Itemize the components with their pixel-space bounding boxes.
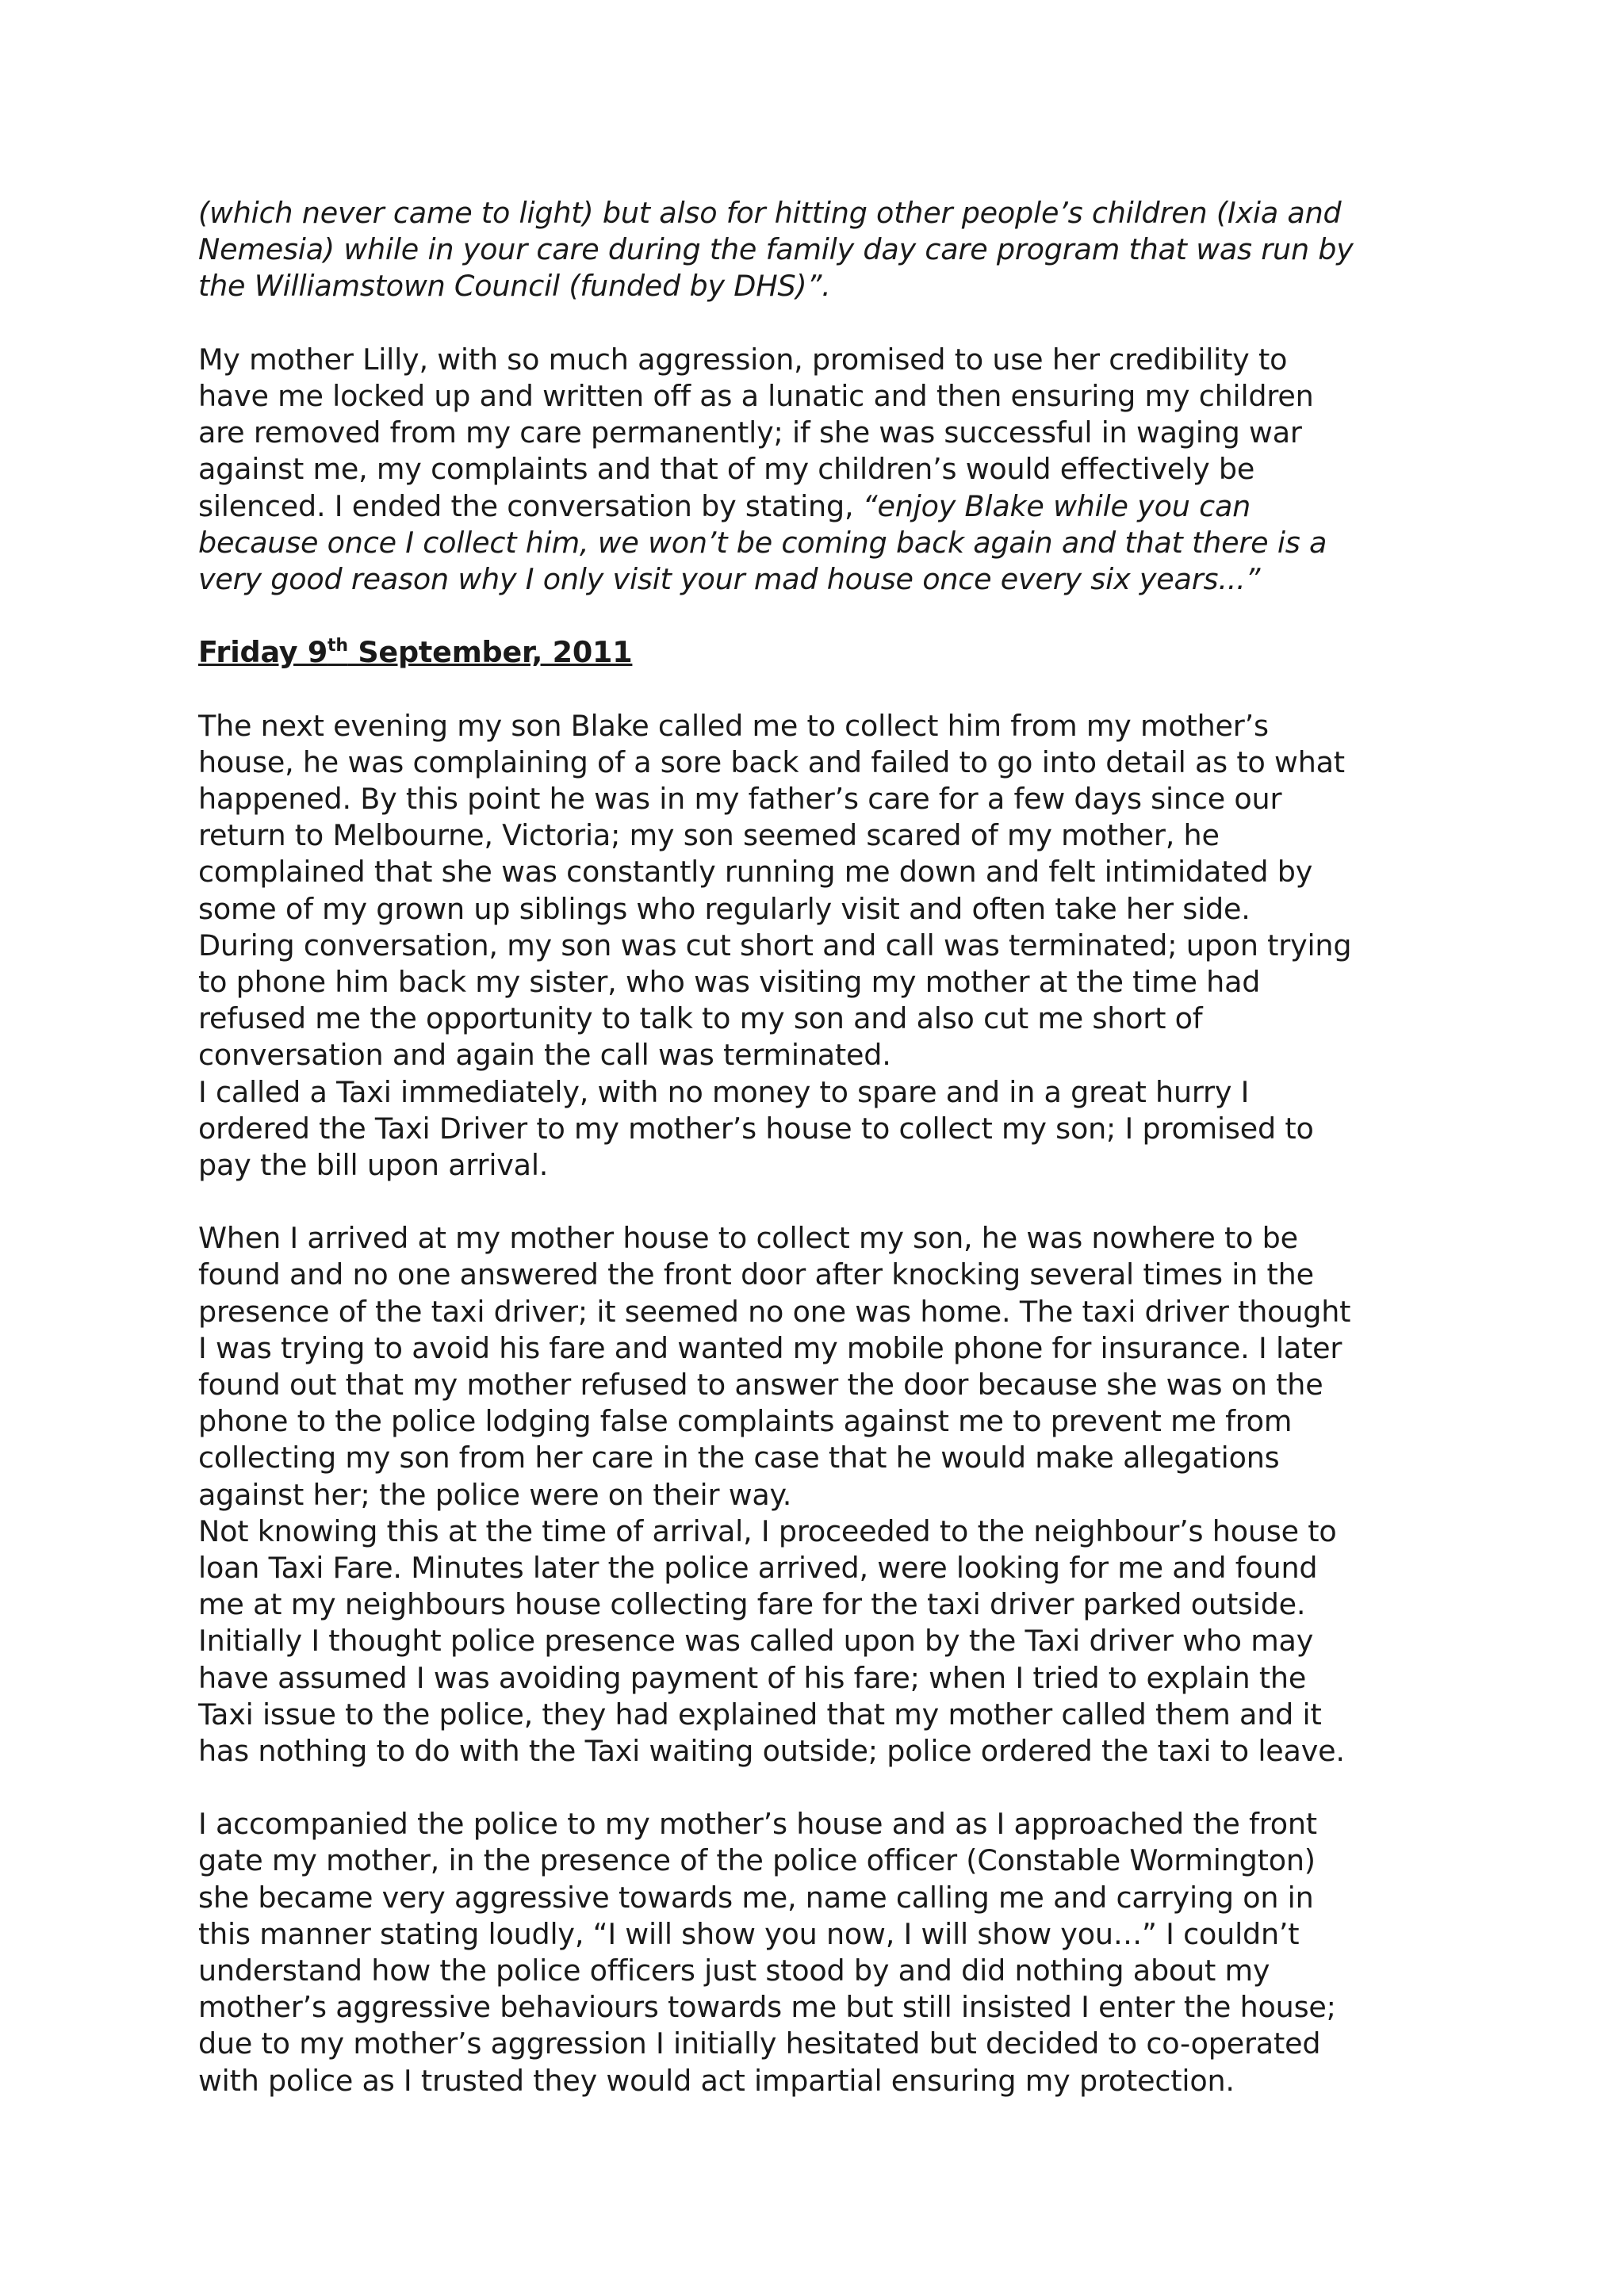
text-line: happened. By this point he was in my father’s care for a few days since our — [198, 782, 1282, 816]
heading-ordinal: th — [327, 636, 348, 656]
paragraph-lilly — [198, 342, 1443, 598]
paragraph-accompanied — [198, 1806, 1443, 2099]
text-line: phone to the police lodging false complaints against me to prevent me from — [198, 1404, 1293, 1439]
text-line: this manner stating loudly, “I will show you now, I will show you…” I couldn’t — [198, 1916, 1300, 1951]
text-line: Not knowing this at the time of arrival, I proceeded to the neighbour’s house to — [198, 1513, 1337, 1548]
text-line: with police as I trusted they would act impartial ensuring my protection. — [198, 2063, 1235, 2098]
text-line: to phone him back my sister, who was visiting my mother at the time had — [198, 964, 1261, 999]
text-segment: silenced. I ended the conversation by stating, — [198, 488, 863, 523]
heading-text: September, 2011 — [347, 635, 633, 670]
text-line: mother’s aggressive behaviours towards me but still insisted I enter the house; — [198, 1990, 1336, 2025]
text-line: understand how the police officers just stood by and did nothing about my — [198, 1954, 1270, 1988]
text-line: has nothing to do with the Taxi waiting outside; police ordered the taxi to leave. — [198, 1733, 1345, 1768]
text-line: gate my mother, in the presence of the police officer (Constable Wormington) — [198, 1843, 1316, 1878]
text-line: are removed from my care permanently; if she was successful in waging war — [198, 415, 1302, 450]
text-line: very good reason why I only visit your mad house once every six years...” — [198, 561, 1261, 596]
paragraph-gap — [198, 671, 1443, 707]
paragraph-gap — [198, 305, 1443, 342]
quote-segment: “enjoy Blake while you can — [862, 488, 1251, 523]
text-line: have me locked up and written off as a lunatic and then ensuring my children — [198, 378, 1314, 413]
text-line: When I arrived at my mother house to collect my son, he was nowhere to be — [198, 1221, 1298, 1256]
text-line: My mother Lilly, with so much aggression, promised to use her credibility to — [198, 342, 1288, 377]
paragraph-arrived — [198, 1220, 1443, 1770]
text-line: refused me the opportunity to talk to my son and also cut me short of — [198, 1001, 1203, 1036]
paragraph-intro-end — [198, 195, 1443, 305]
text-line: I was trying to avoid his fare and wanted my mobile phone for insurance. I later — [198, 1330, 1342, 1365]
text-line: loan Taxi Fare. Minutes later the police arrived, were looking for me and found — [198, 1550, 1318, 1585]
text-line: the Williamstown Council (funded by DHS)”. — [198, 269, 831, 304]
text-line: pay the bill upon arrival. — [198, 1147, 549, 1182]
text-line: I accompanied the police to my mother’s house and as I approached the front — [198, 1807, 1317, 1842]
document-body — [198, 195, 1443, 2099]
text-line: due to my mother’s aggression I initially hesitated but decided to co-operated — [198, 2026, 1321, 2061]
text-line: against me, my complaints and that of my children’s would effectively be — [198, 452, 1255, 487]
text-line: against her; the police were on their way. — [198, 1477, 792, 1512]
text-line: complained that she was constantly running me down and felt intimidated by — [198, 855, 1313, 890]
text-line: found out that my mother refused to answer the door because she was on the — [198, 1368, 1323, 1402]
text-line: me at my neighbours house collecting fare for the taxi driver parked outside. — [198, 1587, 1306, 1622]
text-line: I called a Taxi immediately, with no money to spare and in a great hurry I — [198, 1074, 1250, 1109]
text-line: presence of the taxi driver; it seemed no one was home. The taxi driver thought — [198, 1294, 1351, 1329]
date-heading — [198, 634, 1443, 671]
heading-text: Friday 9 — [198, 635, 328, 670]
paragraph-gap — [198, 1184, 1443, 1220]
text-line: collecting my son from her care in the case that he would make allegations — [198, 1441, 1280, 1475]
text-line: Initially I thought police presence was called upon by the Taxi driver who may — [198, 1624, 1314, 1659]
text-line: return to Melbourne, Victoria; my son seemed scared of my mother, he — [198, 818, 1220, 853]
paragraph-gap — [198, 1770, 1443, 1806]
text-line: some of my grown up siblings who regularly visit and often take her side. — [198, 891, 1251, 926]
text-line: During conversation, my son was cut short and call was terminated; upon trying — [198, 928, 1352, 962]
paragraph-gap — [198, 598, 1443, 634]
text-line: she became very aggressive towards me, name calling me and carrying on in — [198, 1880, 1314, 1915]
text-line: Nemesia) while in your care during the family day care program that was run by — [198, 232, 1354, 267]
text-line: Taxi issue to the police, they had explained that my mother called them and it — [198, 1697, 1322, 1732]
text-line: house, he was complaining of a sore back and failed to go into detail as to what — [198, 744, 1345, 779]
paragraph-evening — [198, 708, 1443, 1184]
text-line: have assumed I was avoiding payment of his fare; when I tried to explain the — [198, 1660, 1307, 1695]
text-line: found and no one answered the front door after knocking several times in the — [198, 1257, 1314, 1292]
text-line: (which never came to light) but also for hitting other people’s children (Ixia and — [198, 196, 1342, 230]
text-line: The next evening my son Blake called me to collect him from my mother’s — [198, 708, 1269, 743]
text-line: ordered the Taxi Driver to my mother’s house to collect my son; I promised to — [198, 1111, 1314, 1146]
text-line: because once I collect him, we won’t be coming back again and that there is a — [198, 525, 1327, 560]
text-line-mixed — [198, 488, 1443, 525]
text-line: conversation and again the call was terminated. — [198, 1038, 891, 1073]
